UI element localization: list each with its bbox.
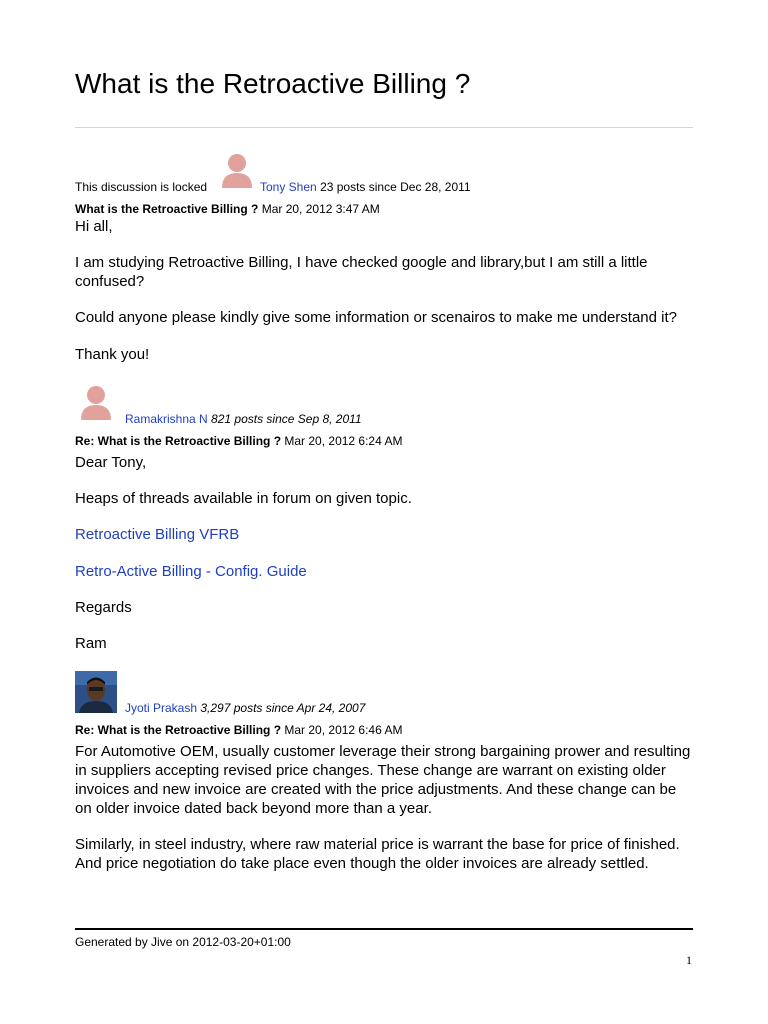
- author-link[interactable]: Jyoti Prakash: [125, 701, 198, 715]
- post-subject: What is the Retroactive Billing ?: [75, 202, 259, 216]
- default-user-avatar-icon[interactable]: [75, 382, 117, 424]
- author-stats: 821 posts since Sep 8, 2011: [211, 412, 362, 426]
- footer-divider: [75, 928, 693, 930]
- author-link[interactable]: Ramakrishna N: [125, 412, 208, 426]
- post-intro: Heaps of threads available in forum on given topic.: [75, 490, 412, 507]
- post-timestamp: Mar 20, 2012 3:47 AM: [261, 202, 380, 216]
- post-meta: [75, 671, 695, 715]
- post-body: [75, 217, 695, 364]
- locked-label: This discussion is locked: [75, 180, 208, 194]
- post-paragraph: Hi all,: [75, 218, 113, 235]
- post-original: [75, 150, 695, 364]
- thread-link[interactable]: Retroactive Billing VFRB: [75, 526, 240, 543]
- post-body: [75, 742, 695, 873]
- page-title: What is the Retroactive Billing ?: [75, 68, 471, 99]
- post-subject: Re: What is the Retroactive Billing ?: [75, 434, 282, 448]
- author-stats: 23 posts since Dec 28, 2011: [320, 180, 471, 194]
- post-paragraph: Thank you!: [75, 346, 150, 363]
- post-subject: Re: What is the Retroactive Billing ?: [75, 723, 282, 737]
- post-signature: Ram: [75, 635, 107, 652]
- post-paragraph: Similarly, in steel industry, where raw material price is warrant the base for price of finished. And price negotiation do take place even though the older invoices are already settled.: [75, 836, 680, 872]
- post-subject-row: [75, 723, 695, 737]
- post-body: [75, 453, 695, 653]
- thread-link[interactable]: Retro-Active Billing - Config. Guide: [75, 563, 307, 580]
- title-divider: [75, 127, 693, 128]
- page-number: 1: [686, 953, 692, 967]
- post-closing: Regards: [75, 599, 132, 616]
- default-user-avatar-icon[interactable]: [216, 150, 258, 192]
- post-reply: [75, 382, 695, 653]
- post-meta: [75, 382, 695, 426]
- post-reply: [75, 671, 695, 873]
- post-paragraph: Could anyone please kindly give some information or scenairos to make me understand it?: [75, 309, 677, 326]
- footer-generated: Generated by Jive on 2012-03-20+01:00: [75, 935, 291, 949]
- author-link[interactable]: Tony Shen: [260, 180, 317, 194]
- post-subject-row: [75, 434, 695, 448]
- user-photo-avatar-icon[interactable]: [75, 671, 117, 713]
- post-subject-row: [75, 202, 695, 216]
- post-timestamp: Mar 20, 2012 6:24 AM: [284, 434, 403, 448]
- post-greeting: Dear Tony,: [75, 454, 147, 471]
- post-timestamp: Mar 20, 2012 6:46 AM: [284, 723, 403, 737]
- post-meta: [75, 150, 695, 194]
- post-paragraph: I am studying Retroactive Billing, I have checked google and library,but I am still a little confused?: [75, 254, 648, 290]
- post-paragraph: For Automotive OEM, usually customer leverage their strong bargaining prower and resulting in suppliers accepting revised price changes. These change are warrant on existing older invoices and new invoice are created with the price adjustments. And these change can be on older invoice dated back beyond more than a year.: [75, 743, 691, 817]
- author-stats: 3,297 posts since Apr 24, 2007: [200, 701, 366, 715]
